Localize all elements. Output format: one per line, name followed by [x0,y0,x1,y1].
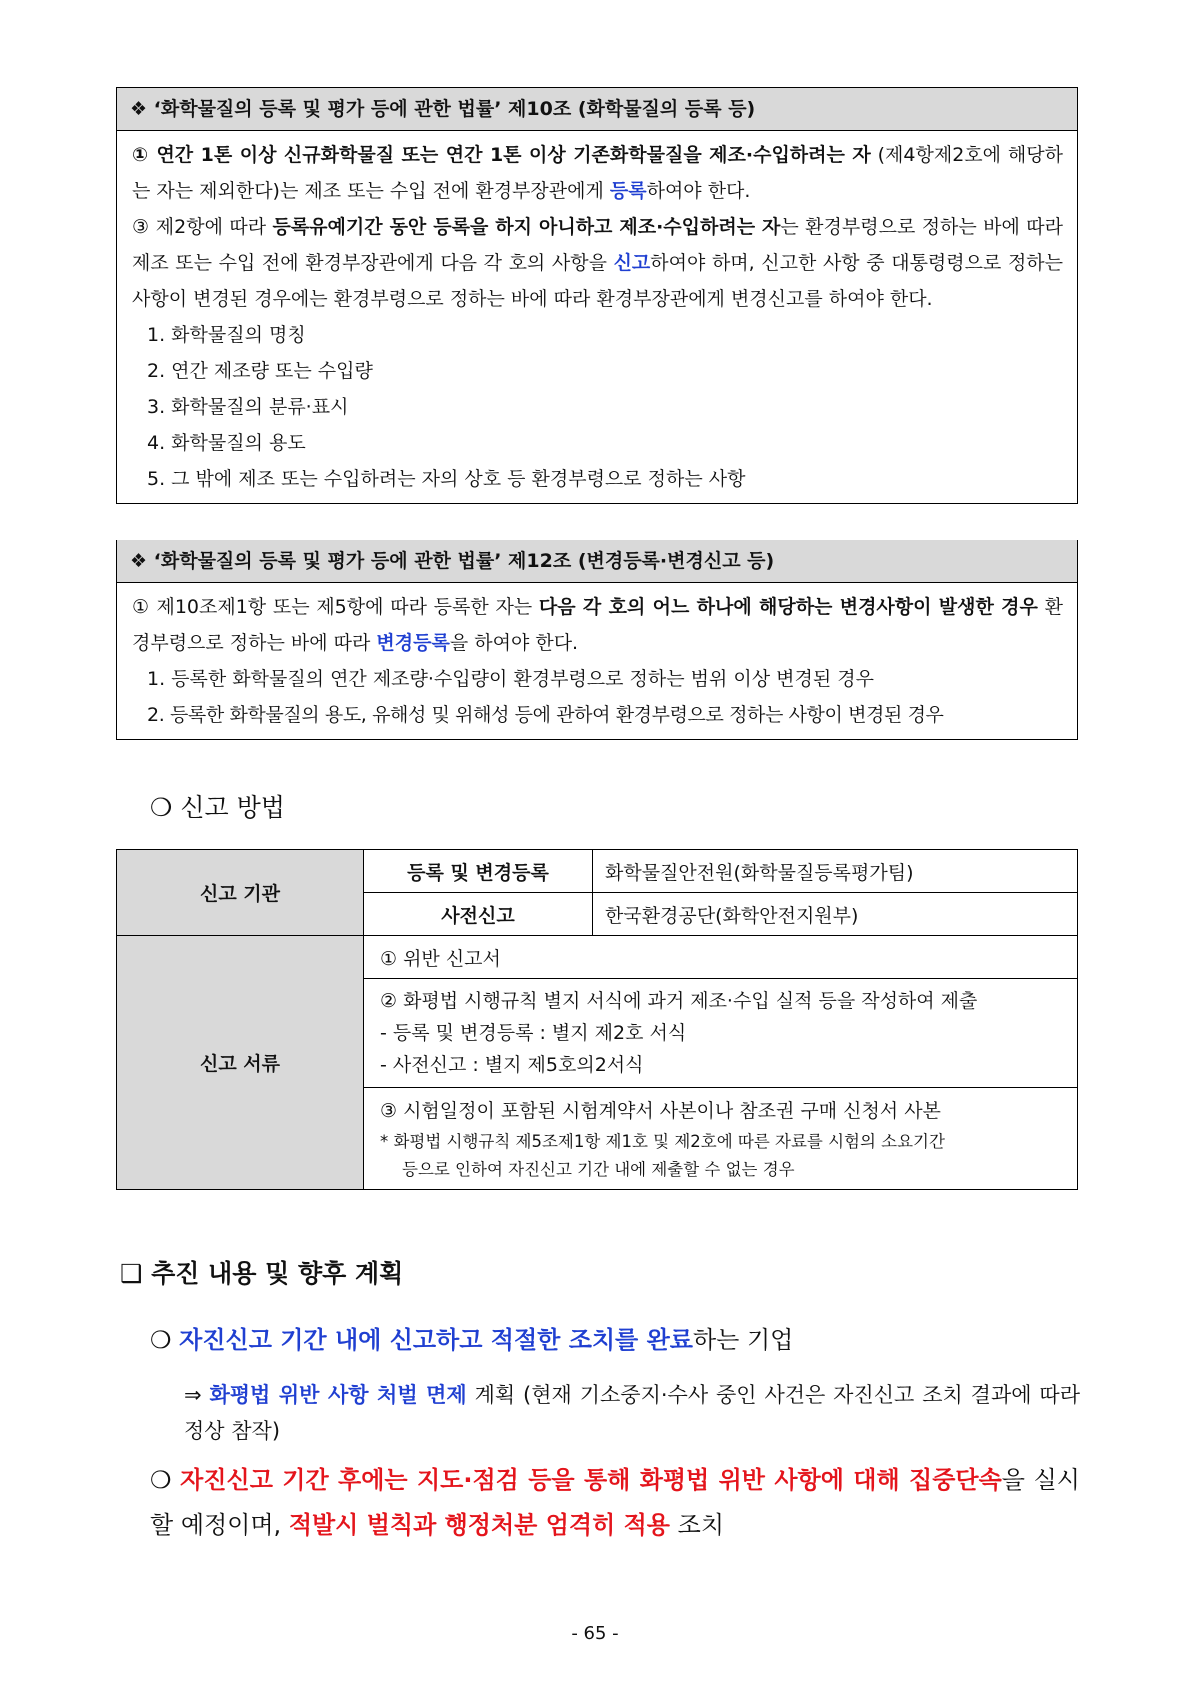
plan-bullet-1-sub [184,1377,1080,1449]
law10-p3-blue: 신고 [613,252,651,274]
doc3: ③ 시험일정이 포함된 시험계약서 사본이나 참조권 구매 신청서 사본 [380,1099,941,1122]
law10-p3-start: ③ 제2항에 따라 [132,216,273,238]
doc2-a: - 등록 및 변경등록 : 별지 제2호 서식 [380,1022,687,1044]
pre-value: 한국환경공단(화학안전지원부) [593,893,1078,936]
agency-label: 신고 기관 [117,850,364,936]
law10-item: 3. 화학물질의 분류·표시 [147,396,349,418]
doc2: ② 화평법 시행규칙 별지 서식에 과거 제조·수입 실적 등을 작성하여 제출 [380,990,978,1012]
law10-p3-end: 하여야 하며, 신고한 사항 중 대통령령으로 정하는 사항이 변경된 경우에는 환경부령으로 정하는 바에 따라 환경부장관에게 변경신고를 하여야 한다. [132,252,1064,310]
law10-item: 4. 화학물질의 용도 [147,432,306,454]
law12-box [116,540,1078,740]
law12-body [117,583,1077,739]
plan-bullet-2-marker: ❍ [150,1466,181,1494]
law12-p1-start: ① 제10조제1항 또는 제5항에 따라 등록한 자는 [132,596,539,618]
law10-item: 5. 그 밖에 제조 또는 수입하려는 자의 상호 등 환경부령으로 정하는 사항 [147,468,746,490]
law12-item: 2. 등록한 화학물질의 용도, 유해성 및 위해성 등에 관하여 환경부령으로 정하는 사항이 변경된 경우 [147,704,944,726]
reg-value: 화학물질안전원(화학물질등록평가팀) [593,850,1078,893]
plan-bullet-1-sub-arrow: ⇒ [184,1383,210,1407]
plan-bullet-1-sub-blue: 화평법 위반 사항 처벌 면제 [209,1383,467,1407]
doc3-note-2: 등으로 인하여 자진신고 기간 내에 제출할 수 없는 경우 [402,1159,795,1179]
law10-p3-mid: 는 환경부령으로 정하는 바에 따라 제조 또는 수입 전에 환경부장관에게 다음 각 호의 사항을 [132,216,1063,274]
plan-bullet-1-blue: 자진신고 기간 내에 신고하고 적절한 조치를 완료 [179,1326,693,1354]
doc3-cell [364,1088,1078,1190]
plan-bullet-2-red: 자진신고 기간 후에는 지도·점검 등을 통해 화평법 위반 사항에 대해 집중단속 [180,1466,1002,1494]
doc3-note-1: * 화평법 시행규칙 제5조제1항 제1호 및 제2호에 따른 자료를 시험의 소요기간 [380,1131,945,1151]
doc2-cell [364,979,1078,1088]
plan-bullet-2 [150,1458,1080,1548]
page-number: - 65 - [571,1623,619,1644]
method-table [116,849,1078,1190]
reg-label: 등록 및 변경등록 [364,850,593,893]
law10-item: 1. 화학물질의 명칭 [147,324,306,346]
plan-bullet-1 [150,1322,793,1358]
plan-bullet-1-end: 하는 기업 [692,1326,794,1354]
plan-bullet-2-red2: 적발시 벌칙과 행정처분 엄격히 적용 [288,1511,670,1539]
law10-p3-bold: 등록유예기간 동안 등록을 하지 아니하고 제조·수입하려는 자 [272,216,781,238]
doc2-b: - 사전신고 : 별지 제5호의2서식 [380,1054,644,1076]
law10-item: 2. 연간 제조량 또는 수입량 [147,360,373,382]
law12-item: 1. 등록한 화학물질의 연간 제조량·수입량이 환경부령으로 정하는 범위 이상 변경된 경우 [147,668,874,690]
law12-paragraph-1 [132,589,1063,661]
doc1: ① 위반 신고서 [364,936,1078,979]
law10-box [116,87,1078,504]
law10-p1-blue: 등록 [609,180,647,202]
method-heading: ❍ 신고 방법 [150,793,285,822]
law12-title: ❖ ‘화학물질의 등록 및 평가 등에 관한 법률’ 제12조 (변경등록·변경신고 등) [117,540,1077,583]
docs-label: 신고 서류 [117,936,364,1190]
law10-p1-end: 하여야 한다. [646,180,751,202]
plan-heading: ❑ 추진 내용 및 향후 계획 [120,1259,404,1288]
law10-p1-rest: (제4항제2호에 해당하는 자는 제외한다)는 제조 또는 수입 전에 환경부장관에게 [132,144,1063,202]
plan-bullet-2-mid: 을 실시할 예정이며, [150,1466,1080,1539]
plan-bullet-2-end: 조치 [670,1511,724,1539]
law10-title: ❖ ‘화학물질의 등록 및 평가 등에 관한 법률’ 제10조 (화학물질의 등록 등) [117,88,1077,131]
pre-label: 사전신고 [364,893,593,936]
law12-p1-bold: 다음 각 호의 어느 하나에 해당하는 변경사항이 발생한 경우 [538,596,1038,618]
law10-p1-bold: ① 연간 1톤 이상 신규화학물질 또는 연간 1톤 이상 기존화학물질을 제조·수입하려는 자 [132,144,871,166]
law12-p1-end: 을 하여야 한다. [449,632,579,654]
law12-p1-blue: 변경등록 [376,632,450,654]
law10-body [117,131,1077,503]
plan-bullet-1-sub-rest: 계획 (현재 기소중지·수사 중인 사건은 자진신고 조치 결과에 따라 정상 참작) [184,1383,1080,1443]
plan-bullet-1-marker: ❍ [150,1326,180,1354]
law10-paragraph-3 [132,209,1063,317]
law12-p1-mid: 환경부령으로 정하는 바에 따라 [132,596,1063,654]
law10-paragraph-1 [132,137,1063,209]
